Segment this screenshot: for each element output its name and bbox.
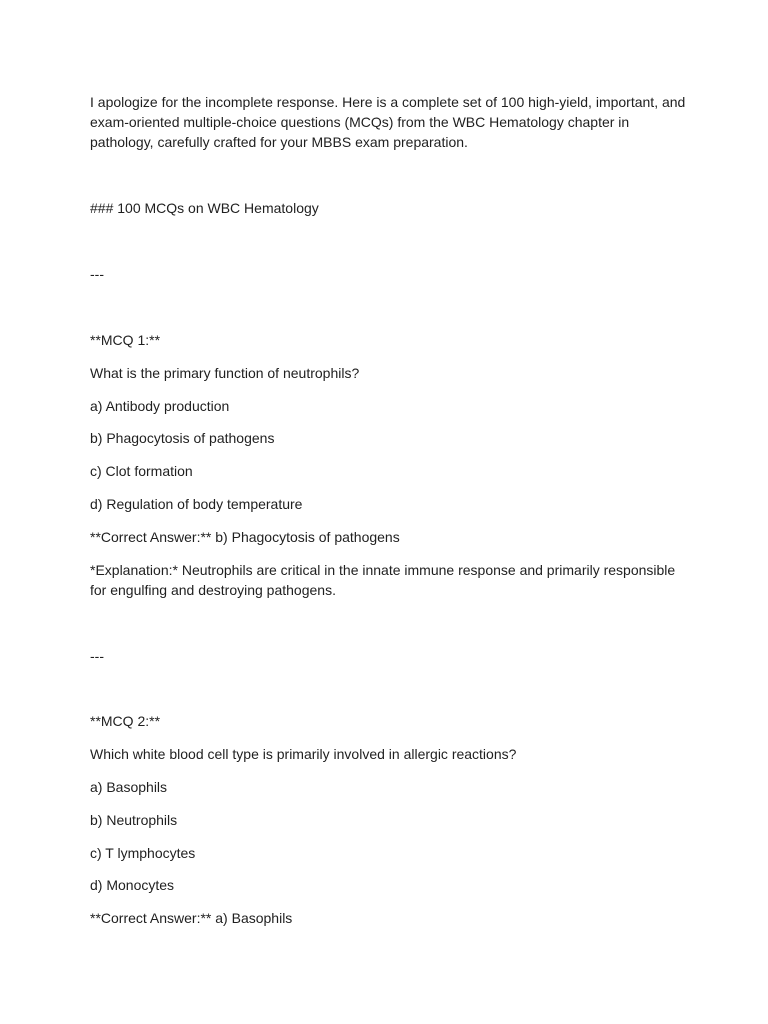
mcq2-question: Which white blood cell type is primarily involved in allergic reactions?	[90, 746, 517, 762]
separator: ---	[90, 266, 104, 282]
intro-line-2: exam-oriented multiple-choice questions (MCQs) from the WBC Hematology chapter in	[90, 114, 630, 130]
mcq1-question: What is the primary function of neutrophils?	[90, 365, 360, 381]
mcq1-answer: **Correct Answer:** b) Phagocytosis of pathogens	[90, 529, 400, 545]
mcq1-option-c: c) Clot formation	[90, 463, 193, 479]
mcq1-label: **MCQ 1:**	[90, 332, 161, 348]
mcq2-label: **MCQ 2:**	[90, 713, 161, 729]
mcq1-option-b: b) Phagocytosis of pathogens	[90, 430, 275, 446]
mcq1-option-d: d) Regulation of body temperature	[90, 496, 303, 512]
mcq2-option-a: a) Basophils	[90, 779, 168, 795]
mcq2-option-c: c) T lymphocytes	[90, 845, 196, 861]
intro-line-3: pathology, carefully crafted for your MBBS exam preparation.	[90, 134, 468, 150]
mcq2-answer: **Correct Answer:** a) Basophils	[90, 910, 293, 926]
separator: ---	[90, 648, 104, 664]
document-heading: ### 100 MCQs on WBC Hematology	[90, 200, 319, 216]
intro-line-1: I apologize for the incomplete response. Here is a complete set of 100 high-yield, important, and	[90, 94, 686, 110]
mcq2-option-d: d) Monocytes	[90, 877, 175, 893]
mcq2-option-b: b) Neutrophils	[90, 812, 178, 828]
mcq1-explanation-line-2: for engulfing and destroying pathogens.	[90, 582, 336, 598]
mcq1-option-a: a) Antibody production	[90, 398, 230, 414]
mcq1-explanation-line-1: *Explanation:* Neutrophils are critical in the innate immune response and primarily responsible	[90, 562, 676, 578]
